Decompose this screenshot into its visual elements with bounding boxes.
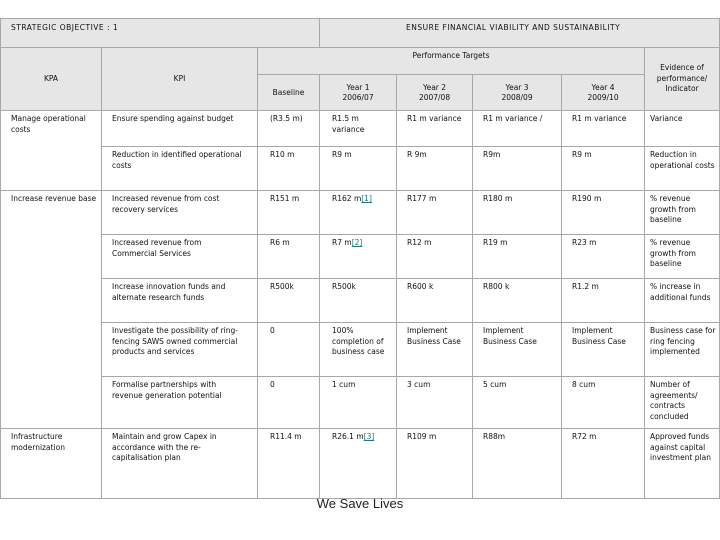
y2-cell: R 9m — [397, 147, 473, 191]
table-row — [1, 429, 720, 499]
year-1-header: Year 1 2006/07 — [320, 75, 397, 111]
table-row — [1, 147, 720, 191]
y4-cell: R1.2 m — [562, 279, 645, 323]
y3-cell: R800 k — [473, 279, 562, 323]
evidence-cell: % revenue growth from baseline — [645, 191, 720, 235]
year-1-value: R1.5 m variance — [332, 114, 365, 134]
y2-cell: 3 cum — [397, 377, 473, 429]
y4-cell: R72 m — [562, 429, 645, 499]
kpi-cell: Ensure spending against budget — [102, 111, 258, 147]
baseline-cell: 0 — [258, 377, 320, 429]
objective-title: ENSURE FINANCIAL VIABILITY AND SUSTAINABILITY — [320, 19, 720, 48]
kpi-cell: Reduction in identified operational costs — [102, 147, 258, 191]
baseline-cell: (R3.5 m) — [258, 111, 320, 147]
y4-cell: R1 m variance — [562, 111, 645, 147]
footnote-link[interactable]: [2] — [351, 238, 363, 247]
year-4-header: Year 4 2009/10 — [562, 75, 645, 111]
y2-cell: R12 m — [397, 235, 473, 279]
y1-cell — [320, 377, 397, 429]
kpi-cell: Investigate the possibility of ring-fencing SAWS owned commercial products and services — [102, 323, 258, 377]
y2-cell: R177 m — [397, 191, 473, 235]
year-1-value: R500k — [332, 282, 356, 291]
table-row — [1, 191, 720, 235]
kpa-cell: Manage operational costs — [1, 111, 102, 191]
evidence-cell: Approved funds against capital investment plan — [645, 429, 720, 499]
y1-cell — [320, 279, 397, 323]
kpi-cell: Formalise partnerships with revenue generation potential — [102, 377, 258, 429]
y2-cell: R600 k — [397, 279, 473, 323]
table-row — [1, 323, 720, 377]
footnote-link[interactable]: [3] — [363, 432, 375, 441]
kpi-cell: Maintain and grow Capex in accordance with the re-capitalisation plan — [102, 429, 258, 499]
year-1-value: R9 m — [332, 150, 352, 159]
kpi-cell: Increased revenue from Commercial Services — [102, 235, 258, 279]
year-1-value: R162 m — [332, 194, 362, 203]
evidence-cell: % increase in additional funds — [645, 279, 720, 323]
objective-label: STRATEGIC OBJECTIVE : 1 — [1, 19, 320, 48]
y2-cell: Implement Business Case — [397, 323, 473, 377]
y3-cell: R9m — [473, 147, 562, 191]
baseline-cell: R6 m — [258, 235, 320, 279]
y3-cell: R1 m variance / — [473, 111, 562, 147]
evidence-cell: Number of agreements/ contracts concluded — [645, 377, 720, 429]
y2-cell: R1 m variance — [397, 111, 473, 147]
y2-cell: R109 m — [397, 429, 473, 499]
baseline-header: Baseline — [258, 75, 320, 111]
baseline-cell: 0 — [258, 323, 320, 377]
year-1-value: 1 cum — [332, 380, 356, 389]
kpi-cell: Increased revenue from cost recovery services — [102, 191, 258, 235]
y4-cell: Implement Business Case — [562, 323, 645, 377]
evidence-cell: % revenue growth from baseline — [645, 235, 720, 279]
baseline-cell: R151 m — [258, 191, 320, 235]
y4-cell: R190 m — [562, 191, 645, 235]
baseline-cell: R500k — [258, 279, 320, 323]
year-2-header: Year 2 2007/08 — [397, 75, 473, 111]
kpi-cell: Increase innovation funds and alternate research funds — [102, 279, 258, 323]
evidence-cell: Variance — [645, 111, 720, 147]
year-1-value: R26.1 m — [332, 432, 364, 441]
footer-slogan: We Save Lives — [316, 496, 404, 511]
y3-cell: R180 m — [473, 191, 562, 235]
kpa-header: KPA — [1, 48, 102, 111]
performance-targets-header: Performance Targets — [258, 48, 645, 75]
y4-cell: 8 cum — [562, 377, 645, 429]
kpi-header: KPI — [102, 48, 258, 111]
footnote-link[interactable]: [1] — [361, 194, 372, 203]
y1-cell — [320, 429, 397, 499]
table-row — [1, 279, 720, 323]
y3-cell: 5 cum — [473, 377, 562, 429]
baseline-cell: R11.4 m — [258, 429, 320, 499]
y4-cell: R9 m — [562, 147, 645, 191]
strategic-objective-table — [0, 18, 720, 499]
evidence-cell: Reduction in operational costs — [645, 147, 720, 191]
year-1-value: R7 m — [332, 238, 352, 247]
y3-cell: Implement Business Case — [473, 323, 562, 377]
y1-cell — [320, 191, 397, 235]
y1-cell — [320, 323, 397, 377]
year-1-value: 100% completion of business case — [332, 326, 385, 356]
y1-cell — [320, 235, 397, 279]
evidence-header: Evidence of performance/ Indicator — [645, 48, 720, 111]
y3-cell: R19 m — [473, 235, 562, 279]
evidence-cell: Business case for ring fencing implemented — [645, 323, 720, 377]
kpa-cell: Increase revenue base — [1, 191, 102, 429]
y1-cell — [320, 111, 397, 147]
y3-cell: R88m — [473, 429, 562, 499]
year-3-header: Year 3 2008/09 — [473, 75, 562, 111]
baseline-cell: R10 m — [258, 147, 320, 191]
table-row — [1, 377, 720, 429]
table-row — [1, 111, 720, 147]
table-row — [1, 235, 720, 279]
kpa-cell: Infrastructure modernization — [1, 429, 102, 499]
y1-cell — [320, 147, 397, 191]
y4-cell: R23 m — [562, 235, 645, 279]
